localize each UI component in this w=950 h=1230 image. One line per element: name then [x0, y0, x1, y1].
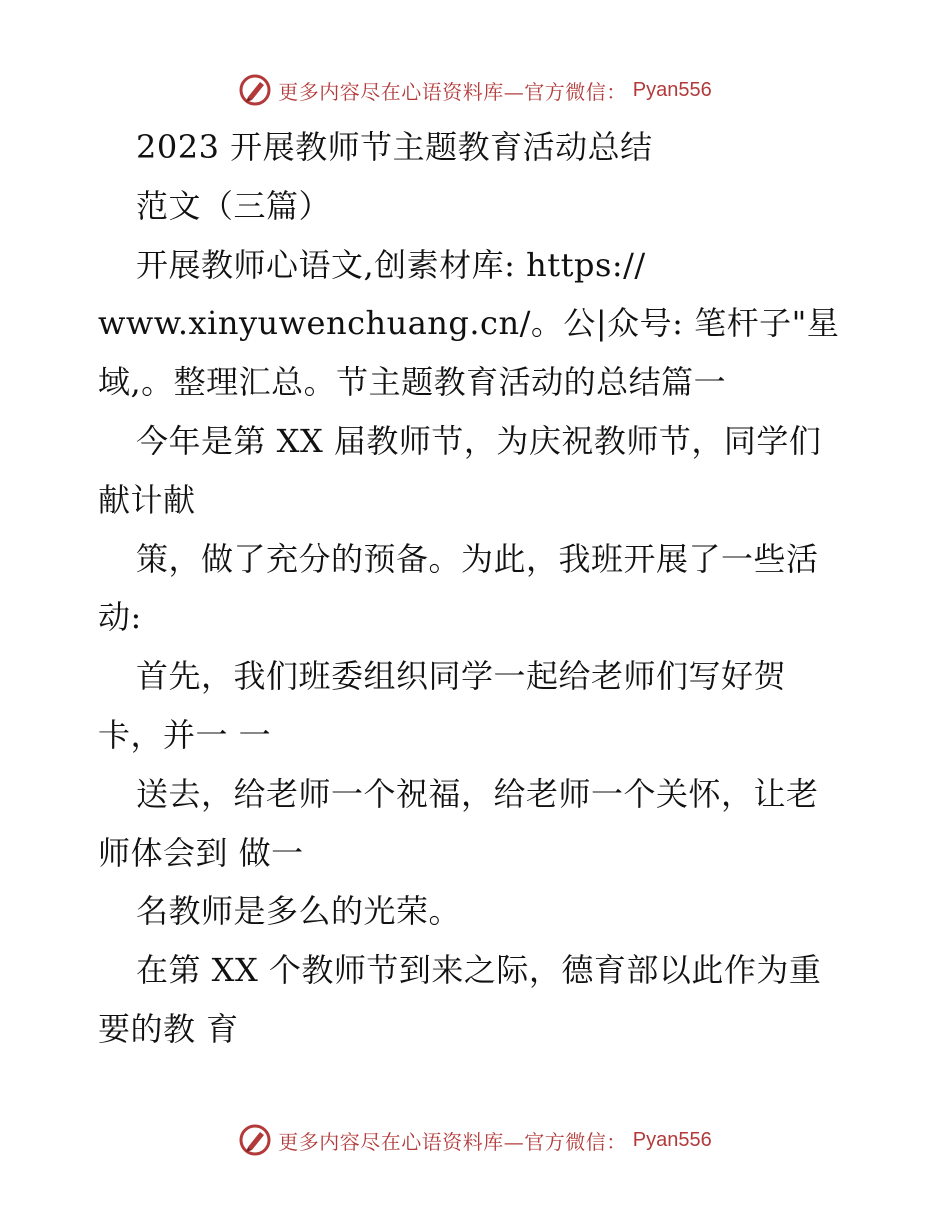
paragraph-line: 域,。整理汇总。节主题教育活动的总结篇一 [98, 363, 727, 402]
paragraph-line: 策，做了充分的预备。为此，我班开展了一些活 [136, 539, 819, 578]
pen-logo-icon [238, 73, 272, 107]
paragraph-line: 献计献 [98, 480, 196, 519]
header-banner-wechat: Pyan556 [632, 78, 712, 101]
paragraph-line: 要的教 育 [98, 1009, 239, 1048]
paragraph-line: 动: [98, 598, 142, 637]
paragraph-line: www.xinyuwenchuang.cn/。公|众号: 笔杆子"星 [98, 304, 840, 343]
paragraph-line: 在第 XX 个教师节到来之际，德育部以此作为重 [136, 951, 822, 990]
footer-banner-text: 更多内容尽在心语资料库—官方微信： [278, 1129, 627, 1154]
doc-title-line-2: 范文（三篇） [136, 186, 332, 225]
paragraph-line: 开展教师心语文,创素材库: https:// [136, 245, 646, 284]
paragraph-line: 送去，给老师一个祝福，给老师一个关怀，让老 [136, 774, 819, 813]
footer-banner [0, 1120, 950, 1160]
footer-banner-wechat: Pyan556 [632, 1128, 712, 1151]
header-banner-text: 更多内容尽在心语资料库—官方微信： [278, 79, 627, 104]
paragraph-line: 卡，并一 一 [98, 715, 272, 754]
document-body [98, 118, 858, 1059]
paragraph-line: 名教师是多么的光荣。 [136, 892, 462, 931]
paragraph-line: 首先，我们班委组织同学一起给老师们写好贺 [136, 657, 787, 696]
paragraph-line: 今年是第 XX 届教师节，为庆祝教师节，同学们 [136, 421, 822, 460]
doc-title-line-1: 2023 开展教师节主题教育活动总结 [136, 128, 653, 166]
header-banner [0, 70, 950, 110]
paragraph-line: 师体会到 做一 [98, 833, 304, 872]
pen-logo-icon [238, 1123, 272, 1157]
